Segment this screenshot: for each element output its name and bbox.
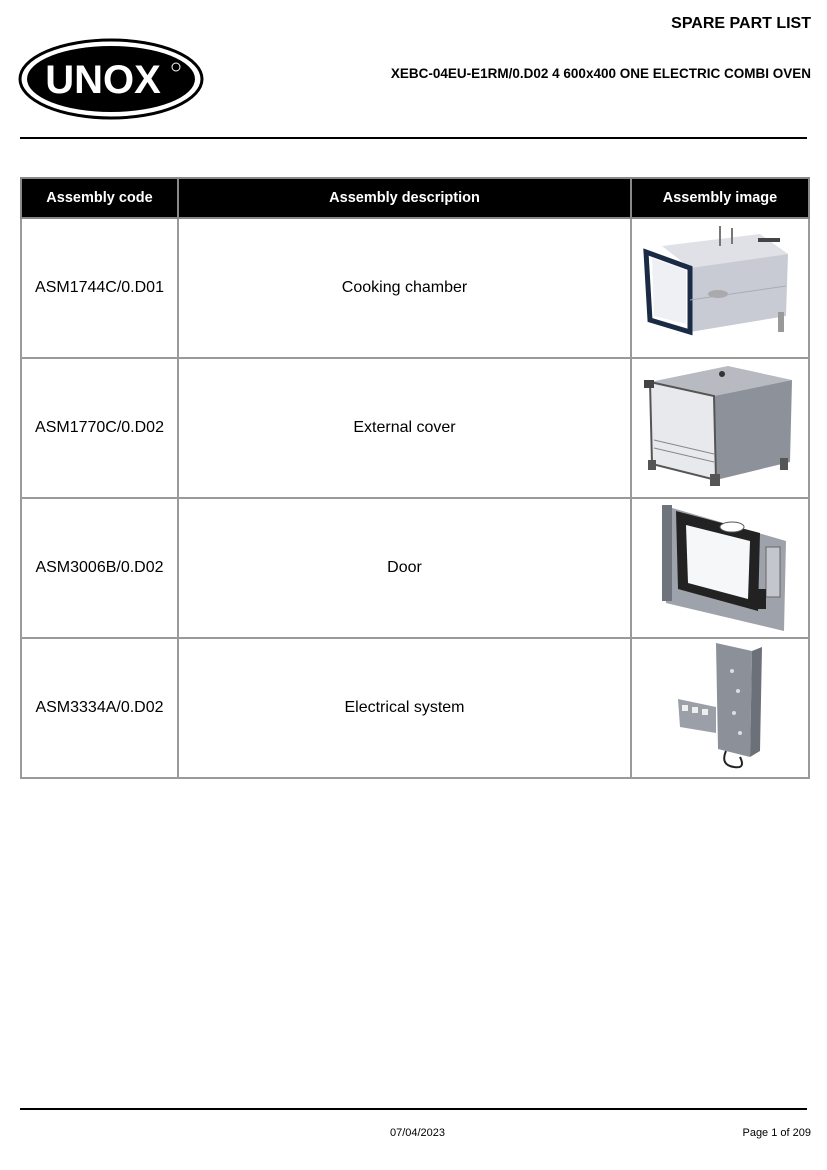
column-header-image: Assembly image	[631, 178, 809, 218]
assembly-description: External cover	[178, 358, 631, 498]
page-number: Page 1 of 209	[742, 1127, 811, 1139]
cooking-chamber-image	[640, 224, 800, 352]
external-cover-image	[640, 364, 800, 492]
table-row	[21, 358, 809, 498]
assembly-code: ASM1744C/0.D01	[21, 218, 178, 358]
header-divider	[20, 137, 807, 139]
assembly-description: Cooking chamber	[178, 218, 631, 358]
assembly-image-cell	[631, 218, 809, 358]
assembly-description: Electrical system	[178, 638, 631, 778]
assembly-image-cell	[631, 638, 809, 778]
svg-text:UNOX: UNOX	[45, 58, 161, 102]
electrical-system-image	[640, 641, 800, 775]
assembly-image-cell	[631, 358, 809, 498]
door-image	[640, 503, 800, 633]
column-header-code: Assembly code	[21, 178, 178, 218]
assembly-description: Door	[178, 498, 631, 638]
table-header-row	[21, 178, 809, 218]
footer-divider	[20, 1108, 807, 1110]
page-title: SPARE PART LIST	[671, 15, 811, 32]
assembly-code: ASM1770C/0.D02	[21, 358, 178, 498]
table-row	[21, 218, 809, 358]
footer-date: 07/04/2023	[389, 1127, 446, 1139]
assembly-code: ASM3006B/0.D02	[21, 498, 178, 638]
table-row	[21, 498, 809, 638]
column-header-description: Assembly description	[178, 178, 631, 218]
assembly-table	[20, 177, 810, 779]
assembly-image-cell	[631, 498, 809, 638]
assembly-code: ASM3334A/0.D02	[21, 638, 178, 778]
unox-logo	[18, 38, 204, 120]
product-subtitle: XEBC-04EU-E1RM/0.D02 4 600x400 ONE ELECTRIC COMBI OVEN	[390, 66, 811, 81]
table-row	[21, 638, 809, 778]
